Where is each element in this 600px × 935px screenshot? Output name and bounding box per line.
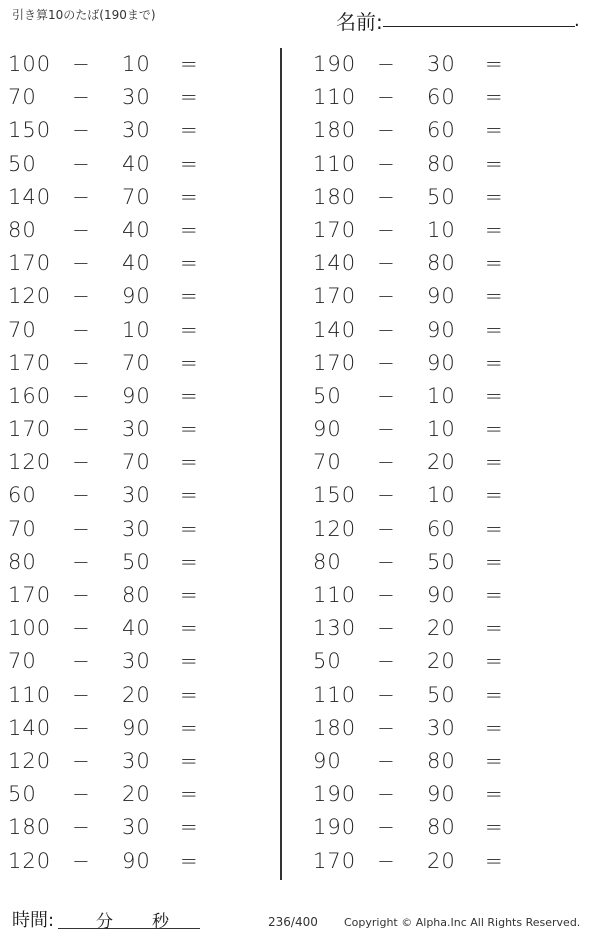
minus-sign: − (377, 450, 396, 475)
time-label: 時間: (12, 910, 55, 931)
equals-sign: = (485, 649, 504, 674)
subtrahend: 70 (122, 184, 151, 209)
subtrahend: 80 (427, 251, 456, 276)
minus-sign: − (72, 317, 91, 342)
equals-sign: = (180, 184, 199, 209)
minus-sign: − (72, 483, 91, 508)
equals-sign: = (485, 85, 504, 110)
minus-sign: − (377, 52, 396, 76)
minuend: 50 (313, 649, 342, 674)
minuend: 80 (8, 549, 37, 574)
problem-row (305, 380, 585, 413)
problem-row (305, 546, 585, 579)
minuend: 110 (313, 151, 357, 176)
minuend: 70 (8, 649, 37, 674)
equals-sign: = (180, 483, 199, 508)
equals-sign: = (180, 616, 199, 641)
equals-sign: = (485, 715, 504, 740)
minus-sign: − (72, 748, 91, 773)
subtrahend: 90 (122, 383, 151, 408)
problem-row (305, 81, 585, 114)
equals-sign: = (180, 450, 199, 475)
minus-sign: − (72, 682, 91, 707)
seconds-label: 秒 (152, 912, 169, 932)
problem-row (305, 712, 585, 745)
page-number: 236/400 (268, 915, 318, 929)
minuend: 170 (8, 583, 52, 607)
problem-row (305, 280, 585, 313)
minuend: 50 (8, 151, 37, 176)
subtrahend: 30 (122, 748, 151, 773)
equals-sign: = (485, 748, 504, 773)
problem-row (0, 679, 280, 712)
minuend: 120 (313, 516, 357, 541)
subtrahend: 10 (427, 417, 456, 442)
problem-row (305, 446, 585, 479)
equals-sign: = (485, 450, 504, 475)
minus-sign: − (72, 52, 91, 76)
subtrahend: 90 (122, 715, 151, 740)
minus-sign: − (72, 251, 91, 276)
minuend: 110 (313, 682, 357, 707)
subtrahend: 30 (122, 483, 151, 508)
minuend: 170 (313, 284, 357, 309)
subtrahend: 80 (427, 815, 456, 840)
problem-row (305, 612, 585, 645)
subtrahend: 30 (122, 118, 151, 143)
minuend: 110 (313, 85, 357, 110)
subtrahend: 80 (122, 583, 151, 607)
minuend: 60 (8, 483, 37, 508)
minuend: 70 (8, 516, 37, 541)
minus-sign: − (377, 516, 396, 541)
problem-row (0, 347, 280, 380)
minuend: 160 (8, 383, 52, 408)
subtrahend: 10 (427, 483, 456, 508)
problem-row (305, 513, 585, 546)
minuend: 170 (313, 848, 357, 873)
minuend: 130 (313, 616, 357, 641)
equals-sign: = (485, 549, 504, 574)
equals-sign: = (485, 284, 504, 309)
time-field-line[interactable] (58, 928, 200, 929)
equals-sign: = (485, 317, 504, 342)
subtrahend: 20 (427, 450, 456, 475)
subtrahend: 30 (427, 52, 456, 76)
problem-row (0, 612, 280, 645)
name-field-line[interactable] (383, 26, 575, 27)
minuend: 80 (8, 217, 37, 242)
minuend: 120 (8, 450, 52, 475)
subtrahend: 60 (427, 118, 456, 143)
subtrahend: 60 (427, 516, 456, 541)
problem-row (305, 181, 585, 214)
equals-sign: = (180, 682, 199, 707)
minus-sign: − (377, 549, 396, 574)
subtrahend: 50 (427, 184, 456, 209)
equals-sign: = (180, 85, 199, 110)
subtrahend: 90 (122, 284, 151, 309)
problem-row (0, 380, 280, 413)
subtrahend: 90 (427, 583, 456, 607)
minuend: 150 (8, 118, 52, 143)
minus-sign: − (72, 848, 91, 873)
equals-sign: = (180, 217, 199, 242)
minus-sign: − (377, 417, 396, 442)
problem-row (0, 546, 280, 579)
minus-sign: − (377, 782, 396, 807)
problem-row (0, 314, 280, 347)
equals-sign: = (485, 516, 504, 541)
minus-sign: − (72, 815, 91, 840)
minuend: 120 (8, 284, 52, 309)
equals-sign: = (485, 682, 504, 707)
problem-row (0, 745, 280, 778)
minuend: 140 (313, 317, 357, 342)
subtrahend: 20 (427, 616, 456, 641)
minus-sign: − (377, 616, 396, 641)
subtrahend: 20 (427, 649, 456, 674)
subtrahend: 50 (427, 549, 456, 574)
minuend: 140 (313, 251, 357, 276)
minus-sign: − (72, 450, 91, 475)
minus-sign: − (377, 217, 396, 242)
subtrahend: 90 (427, 284, 456, 309)
problem-row (305, 479, 585, 512)
equals-sign: = (180, 815, 199, 840)
equals-sign: = (485, 417, 504, 442)
problem-row (0, 280, 280, 313)
problem-row (305, 48, 585, 81)
minus-sign: − (377, 184, 396, 209)
subtrahend: 40 (122, 151, 151, 176)
subtrahend: 30 (122, 85, 151, 110)
equals-sign: = (180, 383, 199, 408)
problem-row (305, 114, 585, 147)
subtrahend: 70 (122, 450, 151, 475)
equals-sign: = (485, 251, 504, 276)
minuend: 70 (8, 85, 37, 110)
equals-sign: = (180, 583, 199, 607)
subtrahend: 10 (122, 317, 151, 342)
minuend: 180 (313, 118, 357, 143)
minus-sign: − (377, 848, 396, 873)
subtrahend: 90 (427, 350, 456, 375)
minus-sign: − (377, 815, 396, 840)
minus-sign: − (377, 118, 396, 143)
minuend: 170 (8, 350, 52, 375)
equals-sign: = (180, 350, 199, 375)
minuend: 190 (313, 52, 357, 76)
equals-sign: = (485, 350, 504, 375)
problem-row (0, 778, 280, 811)
subtrahend: 60 (427, 85, 456, 110)
minus-sign: − (377, 383, 396, 408)
minus-sign: − (72, 350, 91, 375)
minuend: 190 (313, 782, 357, 807)
problem-row (305, 579, 585, 612)
minus-sign: − (72, 583, 91, 607)
subtrahend: 40 (122, 616, 151, 641)
problem-row (0, 811, 280, 844)
subtrahend: 30 (122, 815, 151, 840)
problem-row (0, 479, 280, 512)
problem-row (305, 247, 585, 280)
subtrahend: 10 (122, 52, 151, 76)
subtrahend: 90 (122, 848, 151, 873)
problem-column-left (0, 48, 280, 878)
minuend: 180 (8, 815, 52, 840)
minus-sign: − (72, 217, 91, 242)
minuend: 120 (8, 748, 52, 773)
minuend: 140 (8, 715, 52, 740)
minuend: 190 (313, 815, 357, 840)
minus-sign: − (72, 649, 91, 674)
minus-sign: − (377, 284, 396, 309)
minuend: 180 (313, 184, 357, 209)
minus-sign: − (72, 118, 91, 143)
subtrahend: 80 (427, 151, 456, 176)
minuend: 50 (313, 383, 342, 408)
minus-sign: − (72, 383, 91, 408)
problem-row (305, 347, 585, 380)
minus-sign: − (72, 417, 91, 442)
problem-row (0, 181, 280, 214)
equals-sign: = (485, 52, 504, 76)
equals-sign: = (180, 284, 199, 309)
minuend: 110 (8, 682, 52, 707)
problem-row (0, 513, 280, 546)
problem-row (305, 314, 585, 347)
subtrahend: 20 (427, 848, 456, 873)
equals-sign: = (180, 549, 199, 574)
minus-sign: − (72, 284, 91, 309)
problem-row (0, 81, 280, 114)
problem-row (0, 579, 280, 612)
equals-sign: = (180, 151, 199, 176)
problem-row (0, 148, 280, 181)
equals-sign: = (485, 782, 504, 807)
subtrahend: 50 (122, 549, 151, 574)
column-divider (280, 48, 282, 880)
equals-sign: = (485, 616, 504, 641)
subtrahend: 40 (122, 217, 151, 242)
equals-sign: = (180, 748, 199, 773)
equals-sign: = (485, 184, 504, 209)
equals-sign: = (485, 217, 504, 242)
problem-row (305, 745, 585, 778)
subtrahend: 50 (427, 682, 456, 707)
minuend: 150 (313, 483, 357, 508)
minus-sign: − (377, 682, 396, 707)
problem-row (0, 645, 280, 678)
equals-sign: = (485, 383, 504, 408)
minus-sign: − (377, 583, 396, 607)
problem-row (305, 148, 585, 181)
subtrahend: 30 (427, 715, 456, 740)
subtrahend: 20 (122, 782, 151, 807)
copyright: Copyright © Alpha.Inc All Rights Reserved. (344, 916, 581, 929)
problem-row (0, 247, 280, 280)
minuend: 170 (8, 417, 52, 442)
minus-sign: − (72, 85, 91, 110)
name-label: 名前: (336, 10, 383, 34)
minuend: 70 (8, 317, 37, 342)
subtrahend: 80 (427, 748, 456, 773)
worksheet-title: 引き算10のたば(190まで) (12, 8, 156, 22)
minus-sign: − (377, 715, 396, 740)
subtrahend: 30 (122, 417, 151, 442)
minuend: 170 (313, 217, 357, 242)
equals-sign: = (180, 848, 199, 873)
subtrahend: 90 (427, 317, 456, 342)
minus-sign: − (72, 516, 91, 541)
subtrahend: 90 (427, 782, 456, 807)
equals-sign: = (485, 583, 504, 607)
minuend: 170 (8, 251, 52, 276)
minuend: 120 (8, 848, 52, 873)
equals-sign: = (485, 848, 504, 873)
equals-sign: = (180, 649, 199, 674)
minuend: 50 (8, 782, 37, 807)
equals-sign: = (485, 815, 504, 840)
equals-sign: = (180, 118, 199, 143)
problem-row (0, 114, 280, 147)
minus-sign: − (72, 151, 91, 176)
minuend: 100 (8, 616, 52, 641)
problem-row (305, 811, 585, 844)
problem-row (305, 214, 585, 247)
minuend: 140 (8, 184, 52, 209)
minuend: 110 (313, 583, 357, 607)
minuend: 90 (313, 417, 342, 442)
minus-sign: − (377, 649, 396, 674)
problem-row (0, 413, 280, 446)
minus-sign: − (377, 85, 396, 110)
minutes-label: 分 (96, 912, 113, 932)
minuend: 80 (313, 549, 342, 574)
minus-sign: − (377, 350, 396, 375)
subtrahend: 30 (122, 516, 151, 541)
problem-row (0, 712, 280, 745)
problem-row (0, 214, 280, 247)
minuend: 170 (313, 350, 357, 375)
equals-sign: = (485, 483, 504, 508)
minus-sign: − (72, 616, 91, 641)
minus-sign: − (377, 317, 396, 342)
problem-row (305, 845, 585, 878)
problem-column-right (305, 48, 585, 878)
minus-sign: − (72, 782, 91, 807)
minus-sign: − (72, 715, 91, 740)
minuend: 70 (313, 450, 342, 475)
equals-sign: = (485, 118, 504, 143)
minus-sign: − (72, 549, 91, 574)
equals-sign: = (180, 782, 199, 807)
problem-row (0, 48, 280, 81)
minus-sign: − (377, 251, 396, 276)
equals-sign: = (485, 151, 504, 176)
problem-row (0, 845, 280, 878)
subtrahend: 40 (122, 251, 151, 276)
minuend: 180 (313, 715, 357, 740)
minuend: 100 (8, 52, 52, 76)
name-field-end: . (574, 10, 580, 31)
subtrahend: 20 (122, 682, 151, 707)
subtrahend: 10 (427, 383, 456, 408)
minus-sign: − (72, 184, 91, 209)
equals-sign: = (180, 715, 199, 740)
equals-sign: = (180, 251, 199, 276)
minuend: 90 (313, 748, 342, 773)
equals-sign: = (180, 417, 199, 442)
problem-row (305, 645, 585, 678)
minus-sign: − (377, 483, 396, 508)
problem-row (0, 446, 280, 479)
subtrahend: 70 (122, 350, 151, 375)
problem-row (305, 778, 585, 811)
minus-sign: − (377, 748, 396, 773)
problem-row (305, 413, 585, 446)
minus-sign: − (377, 151, 396, 176)
problem-row (305, 679, 585, 712)
equals-sign: = (180, 52, 199, 76)
subtrahend: 30 (122, 649, 151, 674)
subtrahend: 10 (427, 217, 456, 242)
equals-sign: = (180, 516, 199, 541)
equals-sign: = (180, 317, 199, 342)
